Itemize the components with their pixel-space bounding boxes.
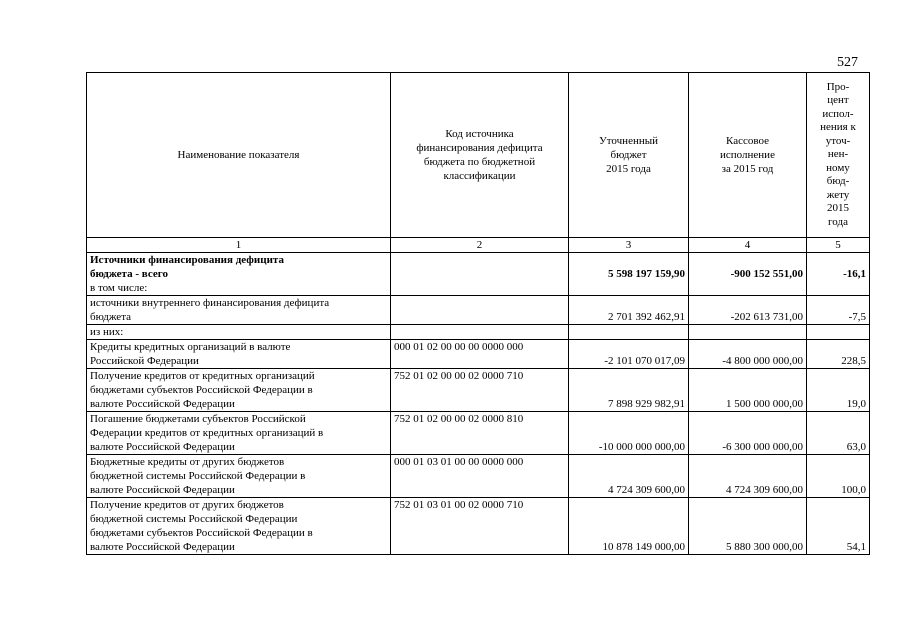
percent-value: 228,5 — [807, 340, 870, 369]
cash-value: -900 152 551,00 — [689, 253, 807, 296]
budget-value: 7 898 929 982,91 — [569, 369, 689, 412]
text-line: 2015 года — [606, 163, 651, 175]
text-line: Российской Федерации — [90, 355, 199, 367]
table-row — [87, 253, 870, 296]
column-number: 4 — [689, 238, 807, 253]
text-line: Бюджетные кредиты от других бюджетов — [90, 456, 285, 468]
text-line: бюд- — [826, 175, 850, 188]
budget-value: 5 598 197 159,90 — [569, 253, 689, 296]
cash-value: -4 800 000 000,00 — [689, 340, 807, 369]
text-line: источники внутреннего финансирования дефицита — [90, 297, 330, 309]
text-line: Федерации кредитов от кредитных организаций в — [90, 427, 324, 439]
text-line: Код источника — [445, 128, 514, 140]
budget-value: 4 724 309 600,00 — [569, 455, 689, 498]
source-code: 000 01 03 01 00 00 0000 000 — [391, 455, 569, 498]
header-code — [391, 73, 569, 238]
indicator-name — [87, 369, 391, 412]
table-row — [87, 296, 870, 325]
text-line: испол- — [822, 107, 854, 120]
cash-value: 1 500 000 000,00 — [689, 369, 807, 412]
indicator-name — [87, 253, 391, 296]
table-row — [87, 455, 870, 498]
budget-value: 10 878 149 000,00 — [569, 498, 689, 555]
text-line: Кредиты кредитных организаций в валюте — [90, 341, 291, 353]
table-row — [87, 325, 870, 340]
indicator-name — [87, 296, 391, 325]
text-line: финансирования дефицита — [416, 142, 543, 154]
table-row — [87, 412, 870, 455]
table-row — [87, 498, 870, 555]
source-code — [391, 325, 569, 340]
text-line: бюджета по бюджетной — [423, 156, 536, 168]
text-line: бюджет — [610, 149, 647, 161]
column-number: 5 — [807, 238, 870, 253]
budget-value: -10 000 000 000,00 — [569, 412, 689, 455]
text-line: цент — [827, 94, 849, 107]
column-number: 3 — [569, 238, 689, 253]
percent-value: 63,0 — [807, 412, 870, 455]
source-code: 752 01 02 00 00 02 0000 710 — [391, 369, 569, 412]
text-line: бюджетами субъектов Российской Федерации в — [90, 384, 313, 396]
text-line: Про- — [826, 80, 850, 93]
percent-value: 54,1 — [807, 498, 870, 555]
column-number-row — [87, 238, 870, 253]
text-line: из них: — [90, 326, 124, 338]
column-number: 1 — [87, 238, 391, 253]
text-line: валюте Российской Федерации — [90, 398, 235, 410]
text-line: ному — [826, 161, 850, 174]
indicator-name — [87, 340, 391, 369]
percent-value: -7,5 — [807, 296, 870, 325]
table-row — [87, 340, 870, 369]
text-line: 2015 — [827, 202, 849, 215]
percent-value: 100,0 — [807, 455, 870, 498]
text-line: бюджета - всего — [90, 268, 168, 280]
text-line: Кассовое — [726, 135, 769, 147]
text-line: Получение кредитов от кредитных организаций — [90, 370, 315, 382]
source-code: 752 01 02 00 00 02 0000 810 — [391, 412, 569, 455]
page-number: 527 — [837, 55, 858, 70]
text-line: года — [828, 215, 848, 228]
text-line: Уточненный — [598, 135, 659, 147]
budget-value: -2 101 070 017,09 — [569, 340, 689, 369]
text-line: исполнение — [720, 149, 775, 161]
percent-value: 19,0 — [807, 369, 870, 412]
text-line: валюте Российской Федерации — [90, 484, 235, 496]
budget-value: 2 701 392 462,91 — [569, 296, 689, 325]
source-code: 000 01 02 00 00 00 0000 000 — [391, 340, 569, 369]
header-row — [87, 73, 870, 238]
indicator-name — [87, 455, 391, 498]
text-line: бюджетной системы Российской Федерации — [90, 513, 298, 525]
percent-value — [807, 325, 870, 340]
text-line: Источники финансирования дефицита — [90, 254, 284, 266]
table-row — [87, 369, 870, 412]
source-code — [391, 296, 569, 325]
budget-deficit-financing-table — [86, 72, 870, 555]
text-line: нения к — [820, 121, 856, 134]
source-code — [391, 253, 569, 296]
cash-value: -202 613 731,00 — [689, 296, 807, 325]
text-line: валюте Российской Федерации — [90, 541, 235, 553]
text-line: классификации — [443, 170, 516, 182]
table-body — [87, 253, 870, 555]
cash-value: -6 300 000 000,00 — [689, 412, 807, 455]
cash-value — [689, 325, 807, 340]
budget-value — [569, 325, 689, 340]
indicator-name — [87, 325, 391, 340]
text-line: Погашение бюджетами субъектов Российской — [90, 413, 306, 425]
header-name: Наименование показателя — [87, 73, 391, 238]
text-line: бюджетной системы Российской Федерации в — [90, 470, 306, 482]
cash-value: 4 724 309 600,00 — [689, 455, 807, 498]
text-line: Получение кредитов от других бюджетов — [90, 499, 284, 511]
header-cash — [689, 73, 807, 238]
text-line: за 2015 год — [721, 163, 774, 175]
header-budget — [569, 73, 689, 238]
column-number: 2 — [391, 238, 569, 253]
text-line: бюджетами субъектов Российской Федерации в — [90, 527, 313, 539]
source-code: 752 01 03 01 00 02 0000 710 — [391, 498, 569, 555]
text-line: бюджета — [90, 311, 132, 323]
text-line: нен- — [827, 148, 849, 161]
header-percent — [807, 73, 870, 238]
text-line: валюте Российской Федерации — [90, 441, 235, 453]
cash-value: 5 880 300 000,00 — [689, 498, 807, 555]
percent-value: -16,1 — [807, 253, 870, 296]
text-line: уточ- — [825, 134, 851, 147]
text-line: жету — [826, 188, 850, 201]
indicator-name — [87, 412, 391, 455]
sub-caption: в том числе: — [90, 282, 148, 294]
indicator-name — [87, 498, 391, 555]
